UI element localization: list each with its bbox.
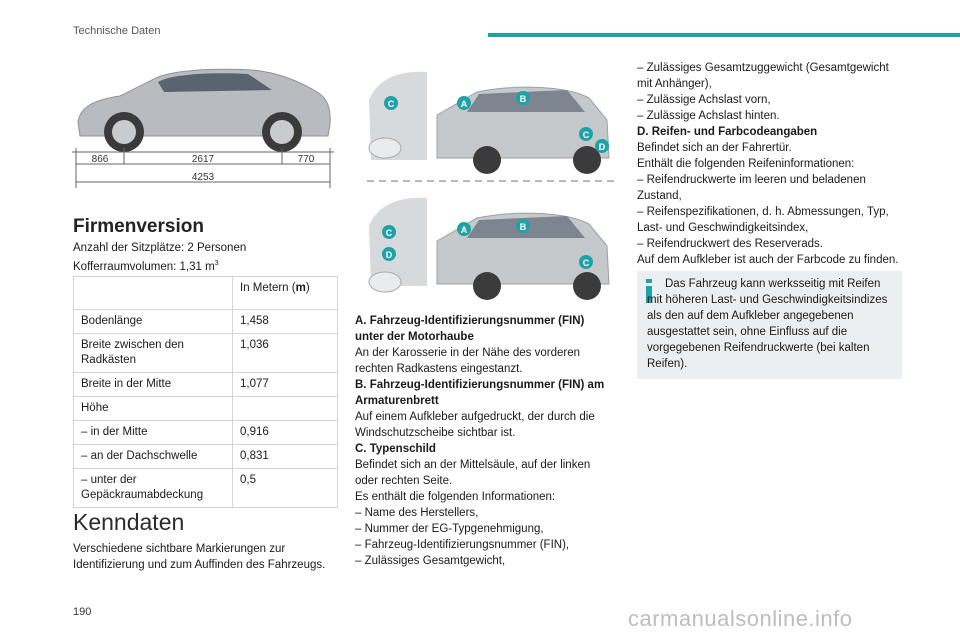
label-b-marker-1: B [519,94,527,104]
list-item: – Fahrzeug-Identifizierungsnummer (FIN), [355,539,570,551]
list-item: – Zulässige Achslast hinten. [637,110,780,122]
table-row: – an der Dachschwelle 0,831 [74,445,338,469]
section-d-text2: Enthält die folgenden Reifeninformationen: [637,158,855,170]
identification-illustration-1 [367,60,617,178]
front-overhang-label: 866 [91,154,109,165]
section-b-text: Auf einem Aufkleber aufgedruckt, der durch die Windschutzscheibe sichtbar ist. [355,411,595,439]
section-b-title: B. Fahrzeug-Identifizierungsnummer (FIN) am Armaturenbrett [355,379,605,407]
section-a-text: An der Karosserie in der Nähe des vorderen rechten Radkastens eingestanzt. [355,347,581,375]
table-row: Höhe [74,397,338,421]
label-b-marker-2: B [519,222,527,232]
section-c-text: Befindet sich an der Mittelsäule, auf der linken oder rechten Seite. [355,459,591,487]
list-item: – Name des Herstellers, [355,507,479,519]
volume-value: Kofferraumvolumen: 1,31 m [73,260,215,273]
list-item: – Zulässiges Gesamtgewicht, [355,555,506,567]
section-d-title: D. Reifen- und Farbcodeangaben [637,126,818,138]
seats-text: Anzahl der Sitzplätze: 2 Personen [73,242,247,254]
label-c-marker-1: C [387,99,395,109]
table-row: – in der Mitte 0,916 [74,421,338,445]
volume-text [73,256,219,275]
section-d-text: Befindet sich an der Fahrertür. [637,142,792,154]
kenndaten-intro: Verschiedene sichtbare Markierungen zur Identifizierung und zum Auffinden des Fahrzeugs. [73,543,326,571]
column-3-text [637,60,902,268]
label-d-marker-1: D [598,142,606,152]
label-d-marker-2: D [385,250,393,260]
table-header-unit: In Metern (m) [233,277,338,310]
table-row: – unter der Gepäckraumabdeckung 0,5 [74,469,338,508]
section-d-text3: Auf dem Aufkleber ist auch der Farbcode zu finden. [637,254,899,266]
list-item: – Reifenspezifikationen, d. h. Abmessungen, Typ, Last- und Geschwindigkeitsindex, [637,206,889,234]
volume-superscript: 3 [214,260,219,267]
kenndaten-heading: Kenndaten [73,509,185,535]
table-row: Bodenlänge 1,458 [74,310,338,334]
list-item: – Zulässiges Gesamtzuggewicht (Gesamtgewicht mit Anhänger), [637,62,889,90]
label-c-marker-4: C [582,258,590,268]
table-row: Breite in der Mitte 1,077 [74,373,338,397]
list-item: – Reifendruckwert des Reserverads. [637,238,823,250]
info-box [637,271,902,379]
page-number: 190 [73,606,92,618]
car-side-dimension-figure [72,60,334,190]
section-c-title: C. Typenschild [355,443,436,455]
rear-overhang-label: 770 [297,154,315,165]
watermark: carmanualsonline.info [628,606,853,631]
section-c-text2: Es enthält die folgenden Informationen: [355,491,556,503]
table-header-row [74,277,338,310]
label-c-marker-2: C [582,130,590,140]
header-accent-bar [488,33,960,37]
list-item: – Reifendruckwerte im leeren und beladenen Zustand, [637,174,866,202]
figure-divider [367,180,617,182]
table-row: Breite zwischen den Radkästen 1,036 [74,334,338,373]
identification-illustration-2 [367,186,617,304]
list-item: – Nummer der EG-Typgenehmigung, [355,523,544,535]
label-c-marker-3: C [385,228,393,238]
wheelbase-label: 2617 [191,154,215,165]
firmenversion-heading: Firmenversion [73,216,204,237]
running-header: Technische Daten [73,25,161,37]
column-2-text [355,313,615,569]
list-item: – Zulässige Achslast vorn, [637,94,771,106]
label-a-marker-2: A [460,225,468,235]
total-length-label: 4253 [191,172,215,183]
info-text: Das Fahrzeug kann werksseitig mit Reifen mit höheren Last- und Geschwindigkeitsindizes als den auf dem Aufkleber angegebenen ausgestattet sein, ohne Einfluss auf die vorgegebenen Reifendruckwerte (bei kalten Reifen). [647,278,888,370]
section-a-title: A. Fahrzeug-Identifizierungsnummer (FIN) unter der Motorhaube [355,315,585,343]
label-a-marker-1: A [460,99,468,109]
cargo-dimensions-table [73,276,338,508]
